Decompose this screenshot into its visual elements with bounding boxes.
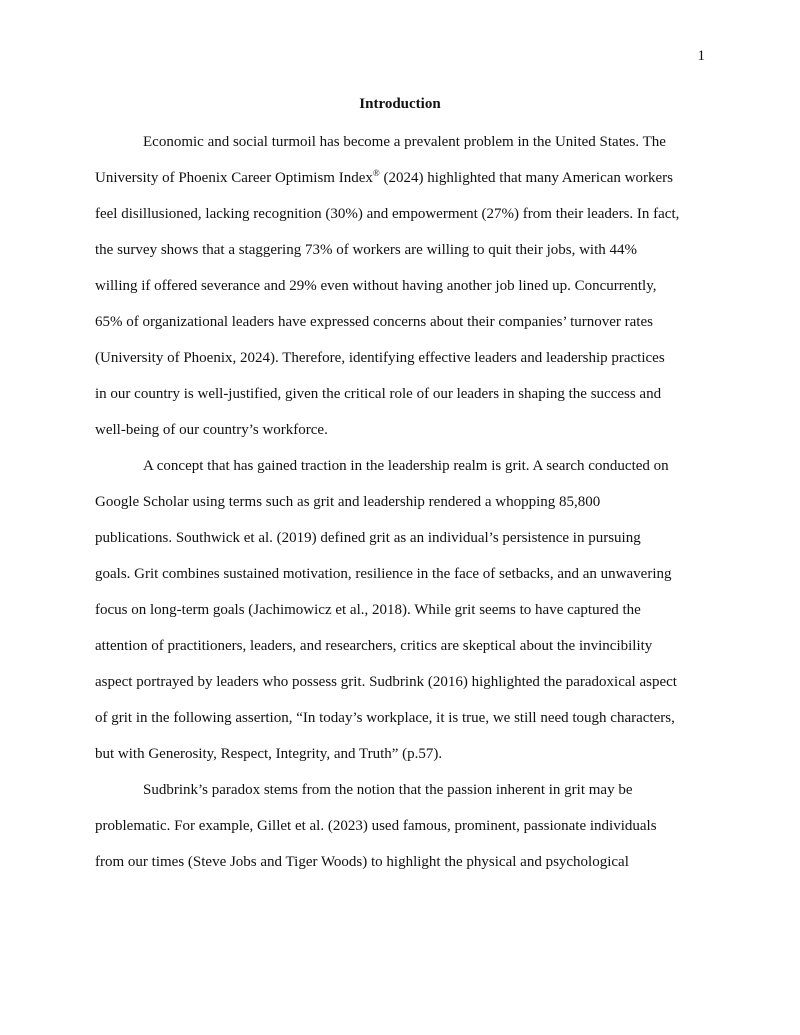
registered-trademark-symbol: ® bbox=[372, 168, 380, 178]
text-fragment: University of Phoenix Career Optimism Index bbox=[95, 170, 373, 186]
paragraph-line bbox=[95, 160, 706, 196]
text-fragment: (2024) highlighted that many American workers bbox=[379, 170, 673, 186]
paragraph-line: from our times (Steve Jobs and Tiger Woods) to highlight the physical and psychological bbox=[95, 854, 629, 870]
paragraph-1 bbox=[95, 124, 706, 448]
paragraph-line: publications. Southwick et al. (2019) defined grit as an individual’s persistence in pursuing bbox=[95, 530, 641, 546]
paragraph-line: problematic. For example, Gillet et al. (2023) used famous, prominent, passionate individuals bbox=[95, 818, 657, 834]
paragraph-line: the survey shows that a staggering 73% of workers are willing to quit their jobs, with 44% bbox=[95, 242, 637, 258]
paragraph-line: attention of practitioners, leaders, and researchers, critics are skeptical about the invincibility bbox=[95, 638, 653, 654]
paragraph-line: A concept that has gained traction in the leadership realm is grit. A search conducted on bbox=[143, 458, 669, 474]
paragraph-line: feel disillusioned, lacking recognition (30%) and empowerment (27%) from their leaders. In fact, bbox=[95, 206, 680, 222]
paragraph-line: 65% of organizational leaders have expressed concerns about their companies’ turnover rates bbox=[95, 314, 653, 330]
paragraph-line: in our country is well-justified, given the critical role of our leaders in shaping the success and bbox=[95, 386, 662, 402]
paragraph-line: willing if offered severance and 29% even without having another job lined up. Concurrently, bbox=[95, 278, 657, 294]
paragraph-line: aspect portrayed by leaders who possess grit. Sudbrink (2016) highlighted the paradoxical aspect bbox=[95, 674, 677, 690]
paragraph-line: but with Generosity, Respect, Integrity, and Truth” (p.57). bbox=[95, 746, 443, 762]
paragraph-line: focus on long-term goals (Jachimowicz et al., 2018). While grit seems to have captured the bbox=[95, 602, 641, 618]
paragraph-3 bbox=[95, 772, 706, 880]
paragraph-2 bbox=[95, 448, 706, 772]
paragraph-line: goals. Grit combines sustained motivation, resilience in the face of setbacks, and an unwavering bbox=[95, 566, 672, 582]
paragraph-line: Google Scholar using terms such as grit and leadership rendered a whopping 85,800 bbox=[95, 494, 601, 510]
paragraph-line: of grit in the following assertion, “In today’s workplace, it is true, we still need tough characters, bbox=[95, 710, 675, 726]
paragraph-line: (University of Phoenix, 2024). Therefore, identifying effective leaders and leadership practices bbox=[95, 350, 665, 366]
body-text bbox=[95, 124, 706, 880]
paragraph-line: Sudbrink’s paradox stems from the notion that the passion inherent in grit may be bbox=[143, 782, 633, 798]
section-heading: Introduction bbox=[359, 96, 441, 112]
page-number: 1 bbox=[697, 48, 705, 64]
paragraph-line: Economic and social turmoil has become a prevalent problem in the United States. The bbox=[143, 134, 666, 150]
paragraph-line: well-being of our country’s workforce. bbox=[95, 422, 328, 438]
